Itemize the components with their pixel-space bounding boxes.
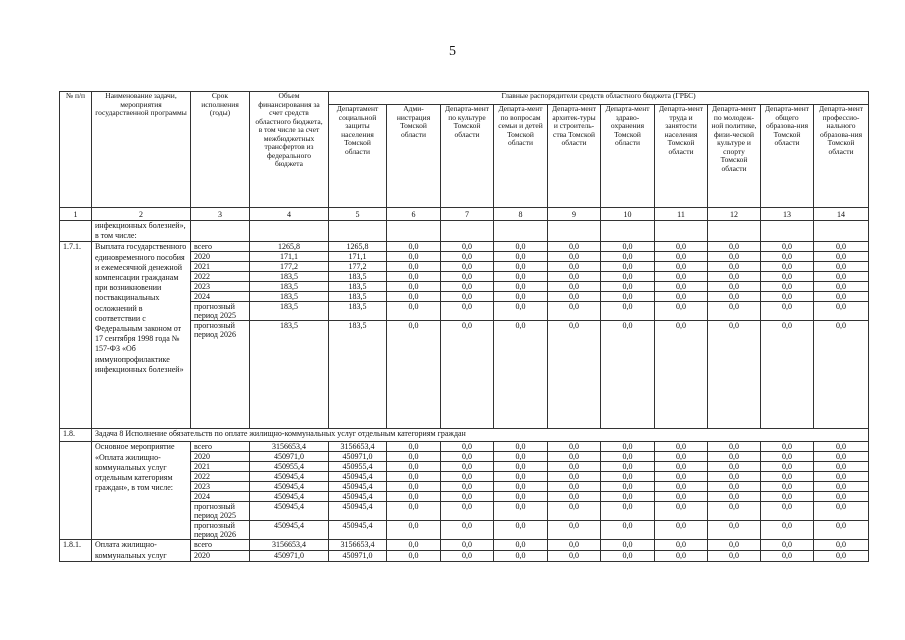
- zero-cell: 0,0: [655, 272, 708, 282]
- zero-cell: 0,0: [601, 462, 655, 472]
- volume-cell: 450945,4: [250, 521, 329, 540]
- volume-cell: 183,5: [250, 272, 329, 282]
- term-cell: прогнозный период 2025: [191, 502, 250, 521]
- zero-cell: 0,0: [441, 321, 494, 429]
- column-number: 13: [761, 208, 814, 221]
- zero-cell: 0,0: [655, 292, 708, 302]
- header-grbs-10: Департа-мент профессио-нального образова-ния Томской области: [814, 105, 869, 208]
- zero-cell: 0,0: [387, 252, 441, 262]
- zero-cell: 0,0: [655, 482, 708, 492]
- zero-cell: 0,0: [708, 502, 761, 521]
- zero-cell: 0,0: [441, 551, 494, 562]
- column-number: 14: [814, 208, 869, 221]
- zero-cell: 0,0: [494, 551, 548, 562]
- task-number: 1.8.: [60, 429, 92, 442]
- zero-cell: 0,0: [814, 452, 869, 462]
- zero-cell: 0,0: [601, 502, 655, 521]
- zero-cell: 0,0: [548, 302, 601, 321]
- header-grbs-7: Департа-мент труда и занятости населения Томской области: [655, 105, 708, 208]
- item-number: 1.7.1.: [60, 242, 92, 429]
- zero-cell: 0,0: [494, 540, 548, 551]
- zero-cell: 0,0: [494, 442, 548, 452]
- zero-cell: 0,0: [494, 292, 548, 302]
- continuation-text: инфекционных болезней», в том числе:: [92, 221, 191, 242]
- zero-cell: 0,0: [814, 462, 869, 472]
- zero-cell: 0,0: [494, 321, 548, 429]
- term-cell: прогнозный период 2026: [191, 321, 250, 429]
- header-grbs-8: Департа-мент по молодеж-ной политике, физи-ческой культуре и спорту Томской области: [708, 105, 761, 208]
- zero-cell: 0,0: [387, 482, 441, 492]
- zero-cell: 0,0: [548, 521, 601, 540]
- zero-cell: 0,0: [601, 242, 655, 252]
- zero-cell: 0,0: [655, 521, 708, 540]
- zero-cell: 0,0: [814, 540, 869, 551]
- zero-cell: 0,0: [761, 272, 814, 282]
- zero-cell: 0,0: [814, 492, 869, 502]
- grbs-social-cell: 3156653,4: [329, 442, 387, 452]
- column-number: 9: [548, 208, 601, 221]
- zero-cell: 0,0: [441, 302, 494, 321]
- zero-cell: 0,0: [387, 262, 441, 272]
- zero-cell: 0,0: [494, 262, 548, 272]
- zero-cell: 0,0: [548, 262, 601, 272]
- term-cell: 2023: [191, 482, 250, 492]
- zero-cell: 0,0: [814, 272, 869, 282]
- zero-cell: 0,0: [708, 521, 761, 540]
- item-name: Выплата государственного единовременного пособия и ежемесячной денежной компенсации гражданам при возникновении поствакцинальных осложнений в соответствии с Федеральным законом от 17 сентября 1998 года № 157-ФЗ «Об иммунопрофилактике инфекционных болезней»: [92, 242, 191, 429]
- term-cell: всего: [191, 442, 250, 452]
- zero-cell: 0,0: [441, 272, 494, 282]
- header-no: № п/п: [60, 92, 92, 208]
- zero-cell: 0,0: [387, 521, 441, 540]
- grbs-social-cell: 450971,0: [329, 551, 387, 562]
- item-number: [60, 442, 92, 540]
- term-cell: 2022: [191, 272, 250, 282]
- zero-cell: 0,0: [761, 282, 814, 292]
- zero-cell: 0,0: [814, 282, 869, 292]
- zero-cell: 0,0: [387, 272, 441, 282]
- zero-cell: 0,0: [601, 252, 655, 262]
- zero-cell: 0,0: [761, 521, 814, 540]
- zero-cell: 0,0: [761, 252, 814, 262]
- item-name: Оплата жилищно-коммунальных услуг: [92, 540, 191, 561]
- zero-cell: 0,0: [655, 321, 708, 429]
- zero-cell: 0,0: [655, 262, 708, 272]
- zero-cell: 0,0: [761, 482, 814, 492]
- volume-cell: 183,5: [250, 321, 329, 429]
- header-grbs-4: Департа-мент по вопросам семьи и детей Томской области: [494, 105, 548, 208]
- header-volume: Объем финансирования за счет средств областного бюджета, в том числе за счет межбюджетных трансфертов из федерального бюджета: [250, 92, 329, 208]
- zero-cell: 0,0: [387, 492, 441, 502]
- column-number: 11: [655, 208, 708, 221]
- zero-cell: 0,0: [387, 551, 441, 562]
- zero-cell: 0,0: [814, 321, 869, 429]
- header-grbs-1: Департамент социальной защиты населения Томской области: [329, 105, 387, 208]
- column-number: 7: [441, 208, 494, 221]
- zero-cell: 0,0: [601, 272, 655, 282]
- task-title: Задача 8 Исполнение обязательств по оплате жилищно-коммунальных услуг отдельным категориям граждан: [92, 429, 869, 442]
- zero-cell: 0,0: [548, 540, 601, 551]
- zero-cell: 0,0: [601, 442, 655, 452]
- zero-cell: 0,0: [655, 242, 708, 252]
- zero-cell: 0,0: [494, 252, 548, 262]
- zero-cell: 0,0: [548, 442, 601, 452]
- term-cell: всего: [191, 540, 250, 551]
- zero-cell: 0,0: [441, 472, 494, 482]
- zero-cell: 0,0: [655, 452, 708, 462]
- zero-cell: 0,0: [441, 482, 494, 492]
- zero-cell: 0,0: [494, 282, 548, 292]
- term-cell: 2023: [191, 282, 250, 292]
- zero-cell: 0,0: [814, 472, 869, 482]
- zero-cell: 0,0: [441, 540, 494, 551]
- zero-cell: 0,0: [708, 262, 761, 272]
- zero-cell: 0,0: [814, 502, 869, 521]
- zero-cell: 0,0: [761, 472, 814, 482]
- zero-cell: 0,0: [548, 462, 601, 472]
- item-name: Основное мероприятие «Оплата жилищно-коммунальных услуг отдельным категориям граждан», в том числе:: [92, 442, 191, 540]
- grbs-social-cell: 183,5: [329, 282, 387, 292]
- financing-table: [59, 91, 869, 562]
- header-grbs-3: Департа-мент по культуре Томской области: [441, 105, 494, 208]
- column-number: 8: [494, 208, 548, 221]
- zero-cell: 0,0: [494, 502, 548, 521]
- zero-cell: 0,0: [601, 292, 655, 302]
- term-cell: 2020: [191, 252, 250, 262]
- column-number: 12: [708, 208, 761, 221]
- volume-cell: 3156653,4: [250, 442, 329, 452]
- zero-cell: 0,0: [494, 452, 548, 462]
- zero-cell: 0,0: [761, 551, 814, 562]
- zero-cell: 0,0: [708, 551, 761, 562]
- zero-cell: 0,0: [601, 262, 655, 272]
- zero-cell: 0,0: [761, 492, 814, 502]
- term-cell: всего: [191, 242, 250, 252]
- zero-cell: 0,0: [655, 442, 708, 452]
- zero-cell: 0,0: [708, 540, 761, 551]
- zero-cell: 0,0: [761, 242, 814, 252]
- zero-cell: 0,0: [548, 502, 601, 521]
- zero-cell: 0,0: [387, 452, 441, 462]
- term-cell: 2021: [191, 462, 250, 472]
- volume-cell: 450945,4: [250, 472, 329, 482]
- zero-cell: 0,0: [494, 242, 548, 252]
- zero-cell: 0,0: [387, 242, 441, 252]
- column-number: 3: [191, 208, 250, 221]
- grbs-social-cell: 183,5: [329, 272, 387, 282]
- zero-cell: 0,0: [441, 442, 494, 452]
- grbs-social-cell: 450945,4: [329, 521, 387, 540]
- grbs-social-cell: 177,2: [329, 262, 387, 272]
- zero-cell: 0,0: [655, 540, 708, 551]
- zero-cell: 0,0: [601, 472, 655, 482]
- zero-cell: 0,0: [441, 521, 494, 540]
- volume-cell: 183,5: [250, 292, 329, 302]
- term-cell: 2024: [191, 292, 250, 302]
- zero-cell: 0,0: [761, 321, 814, 429]
- zero-cell: 0,0: [441, 492, 494, 502]
- zero-cell: 0,0: [655, 502, 708, 521]
- volume-cell: 183,5: [250, 282, 329, 292]
- zero-cell: 0,0: [708, 472, 761, 482]
- zero-cell: 0,0: [814, 521, 869, 540]
- volume-cell: 171,1: [250, 252, 329, 262]
- zero-cell: 0,0: [761, 262, 814, 272]
- zero-cell: 0,0: [708, 282, 761, 292]
- grbs-social-cell: 183,5: [329, 321, 387, 429]
- zero-cell: 0,0: [708, 321, 761, 429]
- zero-cell: 0,0: [548, 492, 601, 502]
- zero-cell: 0,0: [814, 482, 869, 492]
- zero-cell: 0,0: [708, 302, 761, 321]
- zero-cell: 0,0: [548, 321, 601, 429]
- volume-cell: 450945,4: [250, 502, 329, 521]
- zero-cell: 0,0: [814, 242, 869, 252]
- zero-cell: 0,0: [601, 482, 655, 492]
- zero-cell: 0,0: [441, 452, 494, 462]
- volume-cell: 450945,4: [250, 492, 329, 502]
- zero-cell: 0,0: [814, 252, 869, 262]
- zero-cell: 0,0: [441, 262, 494, 272]
- header-grbs-6: Департа-мент здраво-охранения Томской области: [601, 105, 655, 208]
- zero-cell: 0,0: [494, 492, 548, 502]
- zero-cell: 0,0: [761, 302, 814, 321]
- volume-cell: 1265,8: [250, 242, 329, 252]
- term-cell: прогнозный период 2026: [191, 521, 250, 540]
- volume-cell: 3156653,4: [250, 540, 329, 551]
- zero-cell: 0,0: [494, 472, 548, 482]
- header-term: Срок исполнения (годы): [191, 92, 250, 208]
- zero-cell: 0,0: [548, 472, 601, 482]
- grbs-social-cell: 183,5: [329, 292, 387, 302]
- zero-cell: 0,0: [387, 282, 441, 292]
- zero-cell: 0,0: [655, 302, 708, 321]
- zero-cell: 0,0: [441, 462, 494, 472]
- volume-cell: 450971,0: [250, 551, 329, 562]
- zero-cell: 0,0: [601, 540, 655, 551]
- zero-cell: 0,0: [814, 262, 869, 272]
- column-number: 6: [387, 208, 441, 221]
- term-cell: 2022: [191, 472, 250, 482]
- grbs-social-cell: 450945,4: [329, 472, 387, 482]
- zero-cell: 0,0: [708, 492, 761, 502]
- zero-cell: 0,0: [548, 452, 601, 462]
- zero-cell: 0,0: [761, 452, 814, 462]
- zero-cell: 0,0: [655, 252, 708, 262]
- zero-cell: 0,0: [814, 442, 869, 452]
- zero-cell: 0,0: [708, 292, 761, 302]
- term-cell: 2020: [191, 452, 250, 462]
- volume-cell: 450955,4: [250, 462, 329, 472]
- term-cell: 2020: [191, 551, 250, 562]
- header-grbs-title: Главные распорядители средств областного бюджета (ГРБС): [329, 92, 869, 105]
- grbs-social-cell: 183,5: [329, 302, 387, 321]
- volume-cell: 450971,0: [250, 452, 329, 462]
- zero-cell: 0,0: [548, 292, 601, 302]
- term-cell: прогнозный период 2025: [191, 302, 250, 321]
- zero-cell: 0,0: [548, 282, 601, 292]
- zero-cell: 0,0: [601, 321, 655, 429]
- zero-cell: 0,0: [548, 482, 601, 492]
- zero-cell: 0,0: [655, 472, 708, 482]
- header-name: Наименование задачи, мероприятия государственной программы: [92, 92, 191, 208]
- zero-cell: 0,0: [708, 272, 761, 282]
- column-number: 4: [250, 208, 329, 221]
- zero-cell: 0,0: [601, 492, 655, 502]
- zero-cell: 0,0: [441, 282, 494, 292]
- zero-cell: 0,0: [708, 452, 761, 462]
- zero-cell: 0,0: [655, 551, 708, 562]
- zero-cell: 0,0: [814, 302, 869, 321]
- zero-cell: 0,0: [548, 242, 601, 252]
- zero-cell: 0,0: [548, 551, 601, 562]
- zero-cell: 0,0: [761, 540, 814, 551]
- volume-cell: 177,2: [250, 262, 329, 272]
- zero-cell: 0,0: [494, 302, 548, 321]
- volume-cell: 450945,4: [250, 482, 329, 492]
- zero-cell: 0,0: [387, 502, 441, 521]
- zero-cell: 0,0: [601, 302, 655, 321]
- grbs-social-cell: 3156653,4: [329, 540, 387, 551]
- zero-cell: 0,0: [387, 472, 441, 482]
- header-grbs-5: Департа-мент архитек-туры и строитель-ства Томской области: [548, 105, 601, 208]
- zero-cell: 0,0: [761, 502, 814, 521]
- zero-cell: 0,0: [441, 252, 494, 262]
- zero-cell: 0,0: [655, 462, 708, 472]
- item-number: 1.8.1.: [60, 540, 92, 561]
- grbs-social-cell: 450945,4: [329, 502, 387, 521]
- column-number: 2: [92, 208, 191, 221]
- zero-cell: 0,0: [601, 521, 655, 540]
- header-grbs-9: Департа-мент общего образова-ния Томской области: [761, 105, 814, 208]
- zero-cell: 0,0: [441, 292, 494, 302]
- volume-cell: 183,5: [250, 302, 329, 321]
- zero-cell: 0,0: [387, 442, 441, 452]
- zero-cell: 0,0: [441, 502, 494, 521]
- grbs-social-cell: 450971,0: [329, 452, 387, 462]
- header-grbs-2: Адми-нистрация Томской области: [387, 105, 441, 208]
- zero-cell: 0,0: [761, 442, 814, 452]
- zero-cell: 0,0: [708, 482, 761, 492]
- zero-cell: 0,0: [494, 272, 548, 282]
- column-number: 5: [329, 208, 387, 221]
- grbs-social-cell: 450945,4: [329, 492, 387, 502]
- zero-cell: 0,0: [708, 252, 761, 262]
- term-cell: 2024: [191, 492, 250, 502]
- zero-cell: 0,0: [761, 462, 814, 472]
- grbs-social-cell: 171,1: [329, 252, 387, 262]
- column-number: 10: [601, 208, 655, 221]
- page-number: 5: [449, 44, 456, 59]
- zero-cell: 0,0: [708, 442, 761, 452]
- zero-cell: 0,0: [494, 521, 548, 540]
- zero-cell: 0,0: [387, 462, 441, 472]
- zero-cell: 0,0: [814, 551, 869, 562]
- zero-cell: 0,0: [387, 321, 441, 429]
- grbs-social-cell: 450945,4: [329, 482, 387, 492]
- zero-cell: 0,0: [708, 242, 761, 252]
- zero-cell: 0,0: [601, 551, 655, 562]
- grbs-social-cell: 1265,8: [329, 242, 387, 252]
- term-cell: 2021: [191, 262, 250, 272]
- zero-cell: 0,0: [387, 540, 441, 551]
- zero-cell: 0,0: [387, 302, 441, 321]
- zero-cell: 0,0: [494, 462, 548, 472]
- zero-cell: 0,0: [548, 272, 601, 282]
- zero-cell: 0,0: [548, 252, 601, 262]
- zero-cell: 0,0: [601, 282, 655, 292]
- zero-cell: 0,0: [655, 492, 708, 502]
- grbs-social-cell: 450955,4: [329, 462, 387, 472]
- zero-cell: 0,0: [387, 292, 441, 302]
- zero-cell: 0,0: [494, 482, 548, 492]
- zero-cell: 0,0: [708, 462, 761, 472]
- zero-cell: 0,0: [761, 292, 814, 302]
- zero-cell: 0,0: [814, 292, 869, 302]
- zero-cell: 0,0: [441, 242, 494, 252]
- zero-cell: 0,0: [601, 452, 655, 462]
- column-number: 1: [60, 208, 92, 221]
- zero-cell: 0,0: [655, 282, 708, 292]
